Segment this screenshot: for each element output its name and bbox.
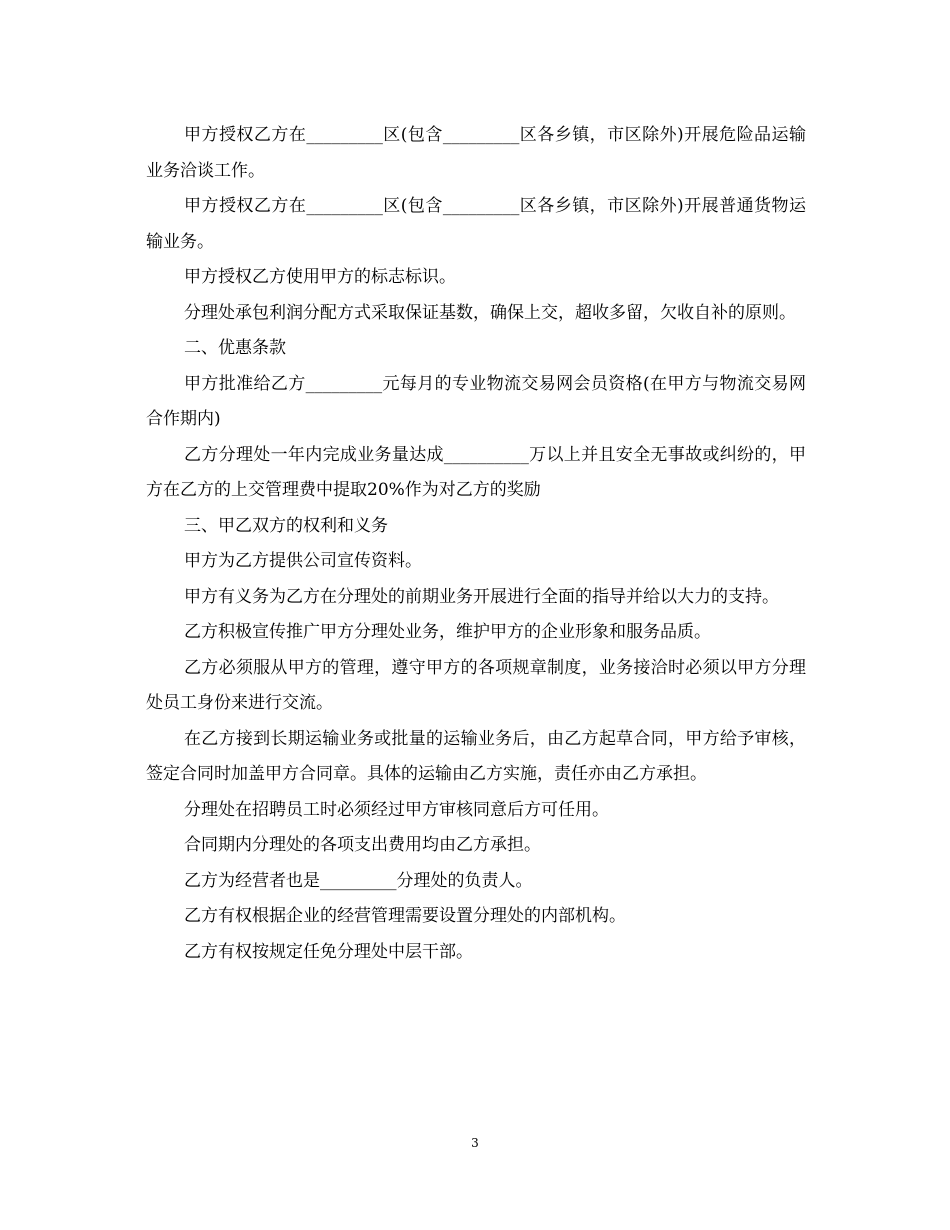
page-number: 3 (471, 1136, 479, 1150)
paragraph: 乙方积极宣传推广甲方分理处业务，维护甲方的企业形象和服务品质。 (184, 622, 711, 642)
section-heading: 二、优惠条款 (184, 338, 286, 358)
paragraph: 分理处在招聘员工时必须经过甲方审核同意后方可任用。 (184, 799, 609, 820)
paragraph: 乙方为经营者也是_________分理处的负责人。 (184, 870, 533, 891)
paragraph: 甲方有义务为乙方在分理处的前期业务开展进行全面的指导并给以大力的支持。 (184, 586, 779, 607)
paragraph: 在乙方接到长期运输业务或批量的运输业务后，由乙方起草合同，甲方给予审核，签定合同时加盖甲方合同章。具体的运输由乙方实施，责任亦由乙方承担。 (146, 728, 806, 784)
document-body (146, 118, 806, 970)
paragraph: 甲方授权乙方在_________区(包含_________区各乡镇，市区除外)开展普通货物运输业务。 (146, 196, 806, 252)
paragraph: 合同期内分理处的各项支出费用均由乙方承担。 (184, 835, 541, 855)
paragraph: 甲方授权乙方在_________区(包含_________区各乡镇，市区除外)开展危险品运输业务洽谈工作。 (146, 125, 806, 181)
paragraph: 乙方必须服从甲方的管理，遵守甲方的各项规章制度，业务接洽时必须以甲方分理处员工身份来进行交流。 (146, 657, 806, 713)
paragraph: 乙方有权根据企业的经营管理需要设置分理处的内部机构。 (184, 906, 626, 926)
paragraph: 甲方授权乙方使用甲方的标志标识。 (184, 267, 456, 287)
paragraph: 乙方分理处一年内完成业务量达成__________万以上并且安全无事故或纠纷的，甲方在乙方的上交管理费中提取20%作为对乙方的奖励 (146, 444, 806, 500)
paragraph: 分理处承包利润分配方式采取保证基数，确保上交，超收多留，欠收自补的原则。 (184, 302, 796, 323)
paragraph: 甲方为乙方提供公司宣传资料。 (184, 551, 422, 571)
section-heading: 三、甲乙双方的权利和义务 (184, 515, 388, 536)
paragraph: 乙方有权按规定任免分理处中层干部。 (184, 941, 473, 962)
paragraph: 甲方批准给乙方_________元每月的专业物流交易网会员资格(在甲方与物流交易网合作期内) (146, 373, 806, 429)
